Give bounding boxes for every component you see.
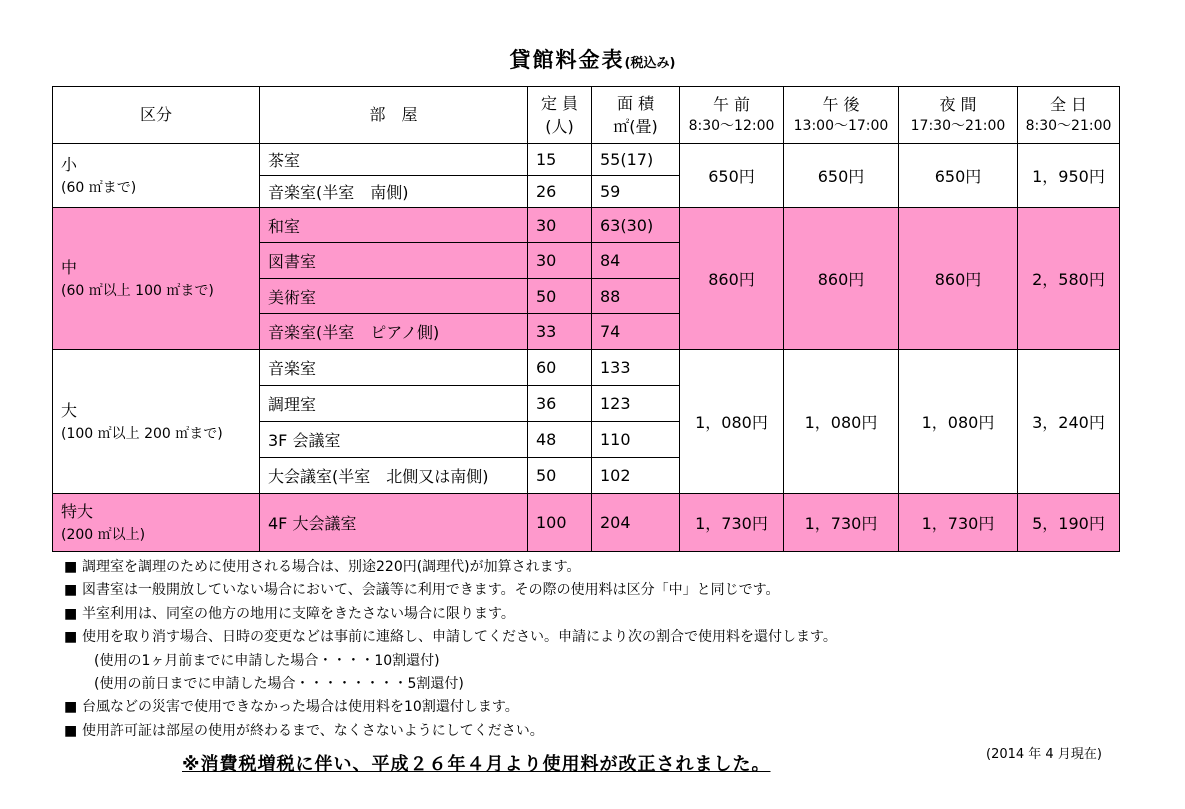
room-name: 調理室 bbox=[260, 386, 528, 422]
room-capacity: 30 bbox=[528, 243, 592, 279]
note-text: (使用の1ヶ月前までに申請した場合・・・・10割還付) bbox=[94, 652, 440, 669]
header-afternoon bbox=[784, 87, 899, 144]
header-morning-label: 午 前 bbox=[712, 95, 751, 115]
table-header-row bbox=[53, 87, 1120, 144]
room-name: 音楽室(半室 南側) bbox=[260, 176, 528, 208]
category-name: 中 bbox=[61, 257, 78, 277]
price-night: 1，080円 bbox=[899, 350, 1018, 494]
room-area: 74 bbox=[592, 314, 680, 350]
note-text: (使用の前日までに申請した場合・・・・・・・・5割還付) bbox=[94, 676, 464, 693]
price-allday: 1，950円 bbox=[1018, 144, 1120, 208]
price-night: 1，730円 bbox=[899, 494, 1018, 552]
page-title bbox=[0, 44, 1185, 74]
table-row bbox=[53, 350, 1120, 386]
header-night-time: 17:30～21:00 bbox=[910, 118, 1006, 135]
bullet-square-icon: ■ bbox=[64, 559, 78, 575]
fee-table bbox=[52, 86, 1120, 552]
note-text: 使用許可証は部屋の使用が終わるまで、なくさないようにしてください。 bbox=[82, 722, 544, 739]
note-item bbox=[64, 626, 837, 649]
room-area: 123 bbox=[592, 386, 680, 422]
room-area: 59 bbox=[592, 176, 680, 208]
notes-list bbox=[64, 556, 837, 743]
category-range: (60 ㎡まで) bbox=[61, 180, 137, 197]
price-morning: 650円 bbox=[680, 144, 784, 208]
bullet-square-icon: ■ bbox=[64, 629, 78, 646]
room-capacity: 30 bbox=[528, 208, 592, 243]
note-text: 調理室を調理のために使用される場合は、別途220円(調理代)が加算されます。 bbox=[82, 559, 581, 575]
room-area: 84 bbox=[592, 243, 680, 279]
room-capacity: 36 bbox=[528, 386, 592, 422]
room-capacity: 15 bbox=[528, 144, 592, 176]
room-name: 3F 会議室 bbox=[260, 422, 528, 458]
header-capacity bbox=[528, 87, 592, 144]
note-item bbox=[64, 696, 837, 719]
room-area: 110 bbox=[592, 422, 680, 458]
note-text: 図書室は一般開放していない場合において、会議等に利用できます。その際の使用料は区分「中」と同じです。 bbox=[82, 582, 780, 599]
table-row bbox=[53, 144, 1120, 176]
room-name: 大会議室(半室 北側又は南側) bbox=[260, 458, 528, 494]
as-of-date: (2014 年 4 月現在) bbox=[986, 747, 1102, 762]
bullet-square-icon: ■ bbox=[64, 722, 78, 739]
title-note: (税込み) bbox=[624, 56, 676, 71]
price-afternoon: 650円 bbox=[784, 144, 899, 208]
table-row bbox=[53, 494, 1120, 552]
category-cell bbox=[53, 350, 260, 494]
price-morning: 860円 bbox=[680, 208, 784, 350]
header-area-label: 面 積 bbox=[616, 93, 655, 113]
header-room: 部 屋 bbox=[260, 87, 528, 144]
room-area: 88 bbox=[592, 279, 680, 314]
price-afternoon: 1，730円 bbox=[784, 494, 899, 552]
bullet-square-icon: ■ bbox=[64, 582, 78, 599]
header-afternoon-time: 13:00～17:00 bbox=[793, 118, 889, 135]
note-item bbox=[64, 579, 837, 602]
room-capacity: 48 bbox=[528, 422, 592, 458]
price-night: 860円 bbox=[899, 208, 1018, 350]
room-capacity: 60 bbox=[528, 350, 592, 386]
category-cell bbox=[53, 208, 260, 350]
header-allday-time: 8:30～21:00 bbox=[1025, 118, 1112, 135]
room-name: 図書室 bbox=[260, 243, 528, 279]
header-area-unit: ㎡(畳) bbox=[613, 117, 658, 136]
room-name: 和室 bbox=[260, 208, 528, 243]
note-text: 使用を取り消す場合、日時の変更などは事前に連絡し、申請してください。申請により次の割合で使用料を還付します。 bbox=[82, 629, 837, 646]
category-range: (100 ㎡以上 200 ㎡まで) bbox=[61, 426, 223, 443]
header-category: 区分 bbox=[53, 87, 260, 144]
room-capacity: 100 bbox=[528, 494, 592, 552]
price-allday: 2，580円 bbox=[1018, 208, 1120, 350]
note-item bbox=[64, 603, 837, 626]
header-morning bbox=[680, 87, 784, 144]
note-text: 半室利用は、同室の他方の地用に支障をきたさない場合に限ります。 bbox=[82, 605, 515, 622]
category-name: 特大 bbox=[61, 501, 94, 521]
room-area: 55(17) bbox=[592, 144, 680, 176]
note-item bbox=[64, 556, 837, 579]
note-item bbox=[64, 720, 837, 743]
room-name: 美術室 bbox=[260, 279, 528, 314]
header-capacity-unit: (人) bbox=[545, 117, 574, 136]
price-afternoon: 1，080円 bbox=[784, 350, 899, 494]
price-night: 650円 bbox=[899, 144, 1018, 208]
header-capacity-label: 定 員 bbox=[540, 93, 579, 113]
room-capacity: 33 bbox=[528, 314, 592, 350]
title-main: 貸館料金表 bbox=[509, 48, 625, 72]
price-afternoon: 860円 bbox=[784, 208, 899, 350]
room-name: 茶室 bbox=[260, 144, 528, 176]
category-cell bbox=[53, 494, 260, 552]
note-subitem bbox=[64, 673, 837, 696]
room-name: 音楽室 bbox=[260, 350, 528, 386]
price-allday: 5，190円 bbox=[1018, 494, 1120, 552]
header-allday-label: 全 日 bbox=[1049, 95, 1088, 115]
header-allday bbox=[1018, 87, 1120, 144]
table-row bbox=[53, 208, 1120, 243]
room-area: 204 bbox=[592, 494, 680, 552]
room-area: 63(30) bbox=[592, 208, 680, 243]
category-range: (200 ㎡以上) bbox=[61, 527, 146, 544]
category-name: 大 bbox=[61, 400, 78, 420]
room-name: 4F 大会議室 bbox=[260, 494, 528, 552]
price-morning: 1，730円 bbox=[680, 494, 784, 552]
header-morning-time: 8:30～12:00 bbox=[688, 118, 775, 135]
revision-notice: ※消費税増税に伴い、平成２６年４月より使用料が改正されました。 bbox=[182, 754, 771, 775]
price-allday: 3，240円 bbox=[1018, 350, 1120, 494]
header-night-label: 夜 間 bbox=[939, 95, 977, 115]
category-cell bbox=[53, 144, 260, 208]
header-night bbox=[899, 87, 1018, 144]
room-area: 133 bbox=[592, 350, 680, 386]
header-afternoon-label: 午 後 bbox=[822, 95, 860, 115]
bullet-square-icon: ■ bbox=[64, 605, 78, 622]
note-text: 台風などの災害で使用できなかった場合は使用料を10割還付します。 bbox=[82, 699, 519, 716]
room-capacity: 26 bbox=[528, 176, 592, 208]
category-name: 小 bbox=[61, 154, 78, 174]
room-capacity: 50 bbox=[528, 279, 592, 314]
category-range: (60 ㎡以上 100 ㎡まで) bbox=[61, 283, 214, 300]
header-area bbox=[592, 87, 680, 144]
room-area: 102 bbox=[592, 458, 680, 494]
price-morning: 1，080円 bbox=[680, 350, 784, 494]
room-name: 音楽室(半室 ピアノ側) bbox=[260, 314, 528, 350]
bullet-square-icon: ■ bbox=[64, 699, 78, 716]
note-subitem bbox=[64, 650, 837, 673]
room-capacity: 50 bbox=[528, 458, 592, 494]
